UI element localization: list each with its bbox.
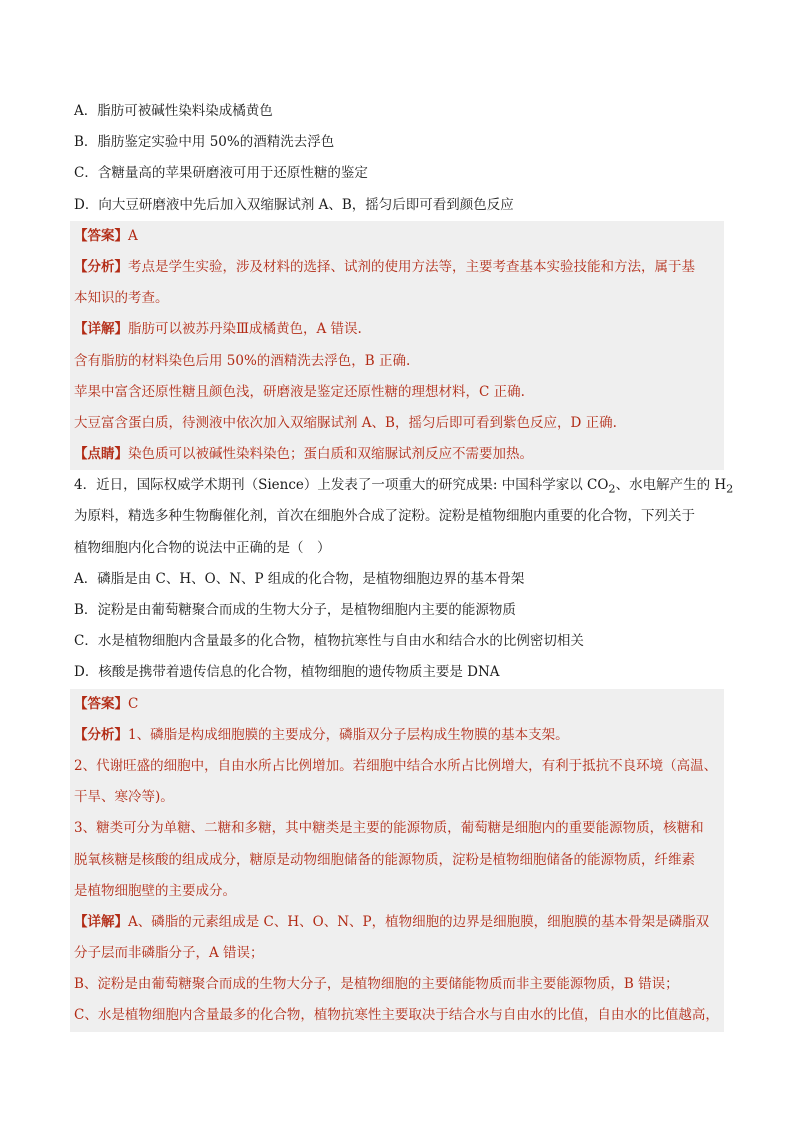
q4-answer [70, 689, 724, 720]
q3-analysis-line-2: 本知识的考查。 [70, 283, 724, 314]
q3-detail-line-2: 含有脂肪的材料染色后用 50%的酒精洗去浮色，B 正确. [70, 346, 724, 377]
q4-option-b: B．淀粉是由葡萄糖聚合而成的生物大分子，是植物细胞内主要的能源物质 [74, 602, 516, 618]
q4-analysis-line-5: 脱氧核糖是核酸的组成成分，糖原是动物细胞储备的能源物质，淀粉是植物细胞储备的能源物质，纤维素 [70, 845, 724, 876]
q3-answer [70, 221, 724, 252]
q4-analysis-line-2: 2、代谢旺盛的细胞中，自由水所占比例增加。若细胞中结合水所占比例增大，有利于抵抗不良环境（高温、 [70, 751, 724, 782]
q3-analysis-line-1 [70, 252, 724, 283]
q4-option-d: D．核酸是携带着遗传信息的化合物，植物细胞的遗传物质主要是 DNA [74, 664, 500, 681]
answer-text: C [128, 695, 139, 712]
q4-analysis-line-3: 干旱、寒冷等)。 [70, 782, 724, 813]
q3-option-a: A．脂肪可被碱性染料染成橘黄色 [74, 103, 273, 119]
q4-detail-line-1 [70, 907, 724, 938]
q4-analysis-line-4: 3、糖类可分为单糖、二糖和多糖，其中糖类是主要的能源物质，葡萄糖是细胞内的重要能源物质，核糖和 [70, 813, 724, 844]
q4-detail-line-4: C、水是植物细胞内含量最多的化合物，植物抗寒性主要取决于结合水与自由水的比值，自由水的比值越高， [70, 1000, 724, 1031]
detail-text: 脂肪可以被苏丹染Ⅲ成橘黄色，A 错误. [128, 321, 362, 338]
comment-tag: 【点睛】 [74, 446, 128, 463]
analysis-tag: 【分析】 [74, 258, 128, 275]
q4-stem-text-b: 、水电解产生的 H [615, 477, 727, 494]
q3-detail-line-1 [70, 314, 724, 345]
detail-tag: 【详解】 [74, 913, 128, 930]
q4-option-a: A．磷脂是由 C、H、O、N、P 组成的化合物，是植物细胞边界的基本骨架 [74, 570, 525, 587]
q3-option-d: D．向大豆研磨液中先后加入双缩脲试剂 A、B，摇匀后即可看到颜色反应 [74, 196, 514, 213]
q4-stem-line-3: 植物细胞内化合物的说法中正确的是（ ） [74, 539, 331, 556]
detail-text: A、磷脂的元素组成是 C、H、O、N、P，植物细胞的边界是细胞膜，细胞膜的基本骨架是磷脂双 [128, 913, 710, 930]
answer-tag: 【答案】 [74, 695, 128, 712]
q4-analysis-line-6: 是植物细胞壁的主要成分。 [70, 876, 724, 907]
q4-stem-line-2: 为原料，精选多种生物酶催化剂，首次在细胞外合成了淀粉。淀粉是植物细胞内重要的化合物，下列关于 [74, 508, 695, 525]
q3-detail-line-3: 苹果中富含还原性糖且颜色浅，研磨液是鉴定还原性糖的理想材料，C 正确. [70, 377, 724, 408]
q3-option-b: B．脂肪鉴定实验中用 50%的酒精洗去浮色 [74, 134, 335, 151]
analysis-text: 考点是学生实验，涉及材料的选择、试剂的使用方法等，主要考查基本实验技能和方法，属于基 [128, 258, 695, 275]
detail-tag: 【详解】 [74, 321, 128, 338]
q4-stem-line-1 [70, 470, 734, 501]
q3-comment [70, 439, 724, 470]
q4-detail-line-2: 分子层而非磷脂分子，A 错误； [70, 938, 724, 969]
q4-detail-line-3: B、淀粉是由葡萄糖聚合而成的生物大分子，是植物细胞的主要储能物质而非主要能源物质，B 错误； [70, 969, 724, 1000]
q3-detail-line-4: 大豆富含蛋白质，待测液中依次加入双缩脲试剂 A、B，摇匀后即可看到紫色反应，D 正确. [70, 408, 724, 439]
comment-text: 染色质可以被碱性染料染色；蛋白质和双缩脲试剂反应不需要加热。 [128, 446, 533, 463]
document-page [70, 96, 734, 1032]
q4-stem-text-a: 4．近日，国际权威学术期刊（Sience）上发表了一项重大的研究成果: 中国科学家以 CO [74, 477, 609, 494]
analysis-tag: 【分析】 [74, 726, 128, 743]
subscript: 2 [608, 482, 616, 496]
analysis-text: 1、磷脂是构成细胞膜的主要成分，磷脂双分子层构成生物膜的基本支架。 [128, 726, 569, 743]
q3-option-c: C．含糖量高的苹果研磨液可用于还原性糖的鉴定 [74, 165, 368, 182]
q4-option-c: C．水是植物细胞内含量最多的化合物，植物抗寒性与自由水和结合水的比例密切相关 [74, 633, 584, 650]
q4-analysis-line-1 [70, 720, 724, 751]
answer-text: A [128, 227, 138, 244]
answer-tag: 【答案】 [74, 227, 128, 244]
subscript: 2 [726, 482, 734, 496]
